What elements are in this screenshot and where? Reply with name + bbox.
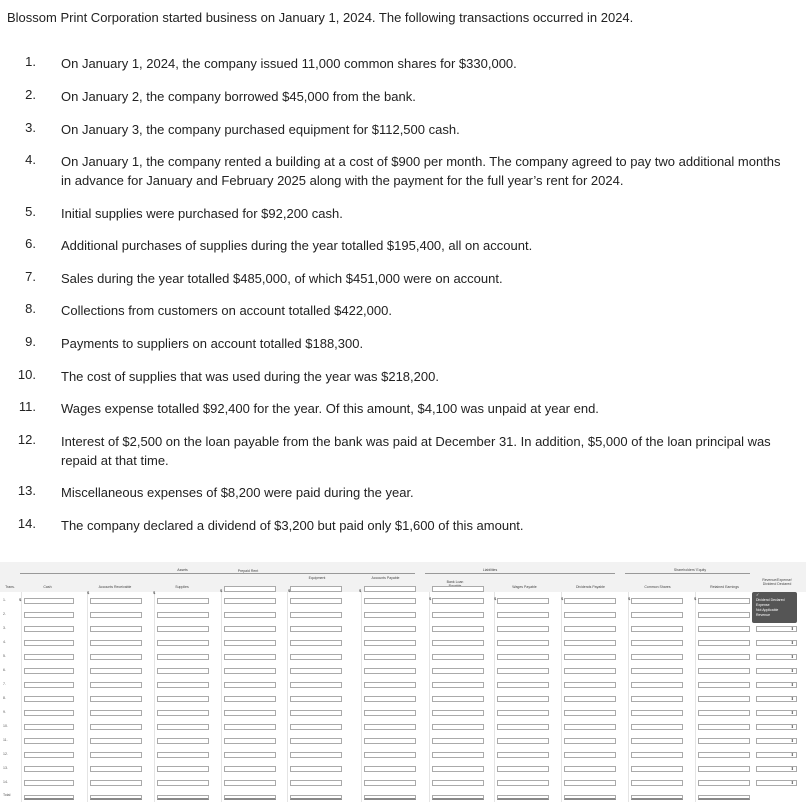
col-revenue-expense: Revenue/Expense/ Dividend Declared	[762, 578, 792, 586]
amount-input[interactable]	[497, 724, 549, 730]
amount-input[interactable]	[497, 612, 549, 618]
amount-input[interactable]	[290, 766, 342, 772]
amount-input[interactable]	[224, 612, 276, 618]
amount-input[interactable]	[90, 640, 142, 646]
row-label: 1.	[3, 598, 6, 602]
amount-input[interactable]	[631, 598, 683, 604]
chevron-down-icon: ⬍	[790, 710, 794, 715]
amount-input[interactable]	[564, 724, 616, 730]
amount-input[interactable]	[432, 640, 484, 646]
type-select[interactable]	[756, 780, 797, 786]
amount-input[interactable]	[564, 640, 616, 646]
amount-input[interactable]	[432, 668, 484, 674]
type-select[interactable]	[756, 738, 797, 744]
currency-symbol: $	[19, 597, 22, 602]
transaction-number: 11.	[18, 399, 36, 414]
amount-input[interactable]	[631, 640, 683, 646]
amount-input[interactable]	[290, 738, 342, 744]
amount-input[interactable]	[157, 696, 209, 702]
amount-input[interactable]	[290, 640, 342, 646]
amount-input[interactable]	[631, 752, 683, 758]
transaction-text: Additional purchases of supplies during the year totalled $195,400, all on account.	[61, 238, 533, 253]
group-liabilities-line	[425, 573, 615, 574]
amount-input[interactable]	[364, 780, 416, 786]
chevron-down-icon: ⬍	[790, 752, 794, 757]
amount-input[interactable]	[364, 682, 416, 688]
dropdown-option[interactable]: Dividend Declared	[756, 598, 785, 602]
amount-input[interactable]	[564, 668, 616, 674]
amount-input[interactable]	[224, 626, 276, 632]
amount-input[interactable]	[698, 598, 750, 604]
total-label: Total	[3, 793, 11, 797]
amount-input[interactable]	[224, 766, 276, 772]
column-separator	[429, 592, 430, 802]
amount-input[interactable]	[698, 724, 750, 730]
amount-input[interactable]	[157, 640, 209, 646]
amount-input[interactable]	[224, 738, 276, 744]
row-label: 14.	[3, 780, 8, 784]
amount-input[interactable]	[497, 780, 549, 786]
currency-symbol: $	[87, 590, 90, 595]
type-dropdown-menu[interactable]	[752, 592, 797, 623]
amount-input[interactable]	[224, 654, 276, 660]
col-bank-loan-payable: Bank Loan	[446, 580, 464, 584]
amount-input[interactable]	[564, 654, 616, 660]
col-dividends-payable: Dividends Payable	[576, 585, 605, 589]
transaction-worksheet	[0, 562, 806, 808]
amount-input[interactable]	[24, 752, 74, 758]
transaction-number: 8.	[25, 301, 36, 316]
amount-input[interactable]	[564, 598, 616, 604]
amount-input[interactable]	[364, 724, 416, 730]
amount-input[interactable]	[432, 710, 484, 716]
amount-input[interactable]	[224, 668, 276, 674]
amount-input[interactable]	[432, 626, 484, 632]
amount-input[interactable]	[24, 598, 74, 604]
amount-input[interactable]	[90, 780, 142, 786]
column-separator	[287, 592, 288, 802]
amount-input[interactable]	[631, 654, 683, 660]
amount-input[interactable]	[497, 682, 549, 688]
amount-input[interactable]	[698, 626, 750, 632]
amount-input[interactable]	[157, 598, 209, 604]
amount-input[interactable]	[157, 668, 209, 674]
row-label: 6.	[3, 668, 6, 672]
amount-input[interactable]	[90, 724, 142, 730]
amount-input[interactable]	[631, 738, 683, 744]
chevron-down-icon: ⬍	[790, 766, 794, 771]
amount-input[interactable]	[290, 612, 342, 618]
amount-input[interactable]	[290, 682, 342, 688]
amount-input[interactable]	[24, 640, 74, 646]
dropdown-option[interactable]: Not Applicable	[756, 608, 779, 612]
amount-input[interactable]	[631, 682, 683, 688]
group-equity: Shareholders' Equity	[673, 568, 707, 572]
dropdown-option[interactable]: Revenue	[756, 613, 771, 617]
amount-input[interactable]	[224, 780, 276, 786]
amount-input[interactable]	[24, 710, 74, 716]
transaction-text: Sales during the year totalled $485,000, of which $451,000 were on account.	[61, 271, 503, 286]
amount-input[interactable]	[497, 752, 549, 758]
chevron-down-icon: ⬍	[790, 724, 794, 729]
group-liabilities: Liabilities	[482, 568, 498, 572]
row-label: 7.	[3, 682, 6, 686]
amount-input[interactable]	[698, 752, 750, 758]
amount-input[interactable]	[90, 682, 142, 688]
amount-input[interactable]	[364, 640, 416, 646]
dropdown-check-icon: ✓	[756, 592, 760, 597]
amount-input[interactable]	[564, 752, 616, 758]
amount-input[interactable]	[224, 640, 276, 646]
transaction-text: Wages expense totalled $92,400 for the year. Of this amount, $4,100 was unpaid at year end.	[61, 401, 599, 416]
type-select[interactable]	[756, 654, 797, 660]
amount-input[interactable]	[224, 724, 276, 730]
amount-input[interactable]	[631, 626, 683, 632]
row-label: 11.	[3, 738, 8, 742]
row-label: 9.	[3, 710, 6, 714]
col-retained-earnings: Retained Earnings	[710, 585, 739, 589]
amount-input[interactable]	[290, 654, 342, 660]
amount-input[interactable]	[564, 612, 616, 618]
amount-input[interactable]	[224, 752, 276, 758]
amount-input[interactable]	[224, 682, 276, 688]
amount-input[interactable]	[564, 766, 616, 772]
column-separator	[221, 592, 222, 802]
transaction-number: 10.	[17, 367, 36, 382]
chevron-down-icon: ⬍	[790, 738, 794, 743]
row-label: 13.	[3, 766, 8, 770]
col-supplies: Supplies	[175, 585, 189, 589]
amount-input[interactable]	[698, 696, 750, 702]
group-assets: Assets	[177, 568, 188, 572]
type-select[interactable]	[756, 626, 797, 632]
transaction-number: 3.	[25, 120, 36, 135]
row-label: 5.	[3, 654, 6, 658]
header-amount-input[interactable]	[224, 586, 276, 592]
amount-input[interactable]	[631, 612, 683, 618]
currency-symbol: $	[628, 596, 631, 601]
amount-input[interactable]	[497, 654, 549, 660]
amount-input[interactable]	[290, 598, 342, 604]
transaction-number: 12.	[17, 432, 36, 447]
row-label: 12.	[3, 752, 8, 756]
amount-input[interactable]	[90, 738, 142, 744]
chevron-down-icon: ⬍	[790, 696, 794, 701]
amount-input[interactable]	[157, 612, 209, 618]
amount-input[interactable]	[224, 710, 276, 716]
amount-input[interactable]	[24, 654, 74, 660]
transaction-text: On January 1, the company rented a building at a cost of $900 per month. The company agreed to pay two additional months in advance for January and February 2025 along with the payment for the full year’s rent for 2024.	[61, 154, 781, 188]
type-select[interactable]	[756, 696, 797, 702]
amount-input[interactable]	[432, 682, 484, 688]
amount-input[interactable]	[157, 766, 209, 772]
amount-input[interactable]	[698, 766, 750, 772]
type-select[interactable]	[756, 766, 797, 772]
amount-input[interactable]	[90, 710, 142, 716]
amount-input[interactable]	[564, 626, 616, 632]
chevron-down-icon: ⬍	[790, 654, 794, 659]
amount-input[interactable]	[24, 668, 74, 674]
column-separator	[87, 592, 88, 802]
column-separator	[154, 592, 155, 802]
amount-input[interactable]	[432, 654, 484, 660]
transaction-number: 1.	[25, 54, 36, 69]
total-input[interactable]	[157, 795, 209, 800]
amount-input[interactable]	[157, 780, 209, 786]
type-select[interactable]	[756, 724, 797, 730]
currency-symbol: $	[561, 596, 564, 601]
column-separator	[494, 592, 495, 802]
amount-input[interactable]	[698, 654, 750, 660]
transaction-text: Miscellaneous expenses of $8,200 were paid during the year.	[61, 485, 414, 500]
row-label: 4.	[3, 640, 6, 644]
amount-input[interactable]	[24, 766, 74, 772]
transaction-text: Interest of $2,500 on the loan payable from the bank was paid at December 31. In addition, $5,000 of the loan principal was repaid at that time.	[61, 434, 771, 468]
amount-input[interactable]	[497, 710, 549, 716]
type-select[interactable]	[756, 640, 797, 646]
currency-symbol: $	[694, 596, 697, 601]
amount-input[interactable]	[90, 766, 142, 772]
header-amount-input[interactable]	[364, 586, 416, 592]
amount-input[interactable]	[432, 780, 484, 786]
col-trans: Trans.	[5, 585, 15, 589]
amount-input[interactable]	[631, 724, 683, 730]
amount-input[interactable]	[497, 668, 549, 674]
amount-input[interactable]	[364, 626, 416, 632]
row-label: 10.	[3, 724, 8, 728]
row-label: 2.	[3, 612, 6, 616]
amount-input[interactable]	[157, 654, 209, 660]
currency-symbol: $	[429, 596, 432, 601]
amount-input[interactable]	[698, 710, 750, 716]
amount-input[interactable]	[290, 752, 342, 758]
amount-input[interactable]	[24, 626, 74, 632]
transaction-number: 14.	[17, 516, 36, 531]
amount-input[interactable]	[364, 766, 416, 772]
column-separator	[361, 592, 362, 802]
amount-input[interactable]	[224, 598, 276, 604]
amount-input[interactable]	[90, 598, 142, 604]
total-input[interactable]	[290, 795, 342, 800]
amount-input[interactable]	[90, 696, 142, 702]
row-label: 8.	[3, 696, 6, 700]
col-accounts-receivable: Accounts Receivable	[98, 585, 132, 589]
row-label: 3.	[3, 626, 6, 630]
amount-input[interactable]	[497, 598, 549, 604]
amount-input[interactable]	[364, 668, 416, 674]
amount-input[interactable]	[564, 738, 616, 744]
col-wages-payable: Wages Payable	[512, 585, 537, 589]
amount-input[interactable]	[24, 780, 74, 786]
total-input[interactable]	[432, 795, 484, 800]
group-assets-line	[20, 573, 415, 574]
total-input[interactable]	[497, 795, 549, 800]
amount-input[interactable]	[157, 752, 209, 758]
transaction-number: 6.	[25, 236, 36, 251]
amount-input[interactable]	[290, 780, 342, 786]
col-cash: Cash	[43, 585, 52, 589]
currency-symbol: $	[494, 596, 497, 601]
amount-input[interactable]	[432, 738, 484, 744]
total-input[interactable]	[90, 795, 142, 800]
amount-input[interactable]	[432, 724, 484, 730]
amount-input[interactable]	[631, 780, 683, 786]
chevron-down-icon: ⬍	[790, 640, 794, 645]
currency-symbol: $	[288, 588, 291, 593]
amount-input[interactable]	[631, 668, 683, 674]
amount-input[interactable]	[24, 724, 74, 730]
total-input[interactable]	[24, 795, 74, 800]
amount-input[interactable]	[157, 682, 209, 688]
type-select[interactable]	[756, 710, 797, 716]
col-equipment: Equipment	[308, 576, 326, 580]
amount-input[interactable]	[157, 710, 209, 716]
amount-input[interactable]	[90, 668, 142, 674]
transaction-text: Initial supplies were purchased for $92,200 cash.	[61, 206, 343, 221]
currency-symbol: $	[359, 588, 362, 593]
header-amount-input[interactable]	[432, 586, 484, 592]
column-separator	[628, 592, 629, 802]
amount-input[interactable]	[290, 696, 342, 702]
intro-text: Blossom Print Corporation started business on January 1, 2024. The following transactions occurred in 2024.	[7, 10, 634, 25]
amount-input[interactable]	[631, 766, 683, 772]
transaction-text: Payments to suppliers on account totalled $188,300.	[61, 336, 364, 351]
amount-input[interactable]	[364, 738, 416, 744]
transaction-number: 4.	[25, 152, 36, 167]
amount-input[interactable]	[364, 752, 416, 758]
amount-input[interactable]	[24, 612, 74, 618]
amount-input[interactable]	[364, 654, 416, 660]
header-amount-input[interactable]	[290, 586, 342, 592]
amount-input[interactable]	[564, 780, 616, 786]
col-common-shares: Common Shares	[644, 585, 671, 589]
amount-input[interactable]	[564, 682, 616, 688]
amount-input[interactable]	[698, 738, 750, 744]
column-separator	[561, 592, 562, 802]
transaction-number: 2.	[25, 87, 36, 102]
chevron-down-icon: ⬍	[790, 780, 794, 785]
chevron-down-icon: ⬍	[790, 682, 794, 687]
amount-input[interactable]	[364, 612, 416, 618]
amount-input[interactable]	[432, 766, 484, 772]
col-accounts-payable: Accounts Payable	[371, 576, 400, 580]
amount-input[interactable]	[24, 738, 74, 744]
amount-input[interactable]	[698, 682, 750, 688]
amount-input[interactable]	[90, 626, 142, 632]
total-input[interactable]	[631, 795, 683, 800]
transaction-number: 13.	[17, 483, 36, 498]
transaction-number: 7.	[25, 269, 36, 284]
transaction-number: 5.	[25, 204, 36, 219]
total-input[interactable]	[564, 795, 616, 800]
amount-input[interactable]	[290, 710, 342, 716]
dropdown-option[interactable]: Expense	[756, 603, 770, 607]
amount-input[interactable]	[698, 640, 750, 646]
amount-input[interactable]	[290, 724, 342, 730]
amount-input[interactable]	[90, 654, 142, 660]
amount-input[interactable]	[90, 752, 142, 758]
currency-symbol: $	[153, 590, 156, 595]
transaction-text: The cost of supplies that was used during the year was $218,200.	[61, 369, 439, 384]
total-input[interactable]	[224, 795, 276, 800]
amount-input[interactable]	[364, 598, 416, 604]
total-input[interactable]	[364, 795, 416, 800]
amount-input[interactable]	[290, 626, 342, 632]
amount-input[interactable]	[432, 752, 484, 758]
transaction-text: On January 2, the company borrowed $45,000 from the bank.	[61, 89, 416, 104]
amount-input[interactable]	[564, 696, 616, 702]
chevron-down-icon: ⬍	[790, 626, 794, 631]
amount-input[interactable]	[432, 612, 484, 618]
type-select[interactable]	[756, 752, 797, 758]
amount-input[interactable]	[24, 696, 74, 702]
transaction-text: On January 3, the company purchased equipment for $112,500 cash.	[61, 122, 460, 137]
amount-input[interactable]	[157, 738, 209, 744]
column-separator	[695, 592, 696, 802]
amount-input[interactable]	[497, 696, 549, 702]
amount-input[interactable]	[432, 598, 484, 604]
amount-input[interactable]	[497, 738, 549, 744]
amount-input[interactable]	[24, 682, 74, 688]
amount-input[interactable]	[157, 626, 209, 632]
amount-input[interactable]	[497, 626, 549, 632]
amount-input[interactable]	[631, 696, 683, 702]
transaction-text: The company declared a dividend of $3,200 but paid only $1,600 of this amount.	[61, 518, 524, 533]
group-equity-line	[625, 573, 750, 574]
col-prepaid-rent: Prepaid Rent	[237, 569, 259, 573]
amount-input[interactable]	[224, 696, 276, 702]
amount-input[interactable]	[157, 724, 209, 730]
amount-input[interactable]	[364, 696, 416, 702]
amount-input[interactable]	[564, 710, 616, 716]
total-input[interactable]	[698, 795, 750, 800]
type-select[interactable]	[756, 668, 797, 674]
amount-input[interactable]	[364, 710, 416, 716]
transaction-number: 9.	[25, 334, 36, 349]
amount-input[interactable]	[631, 710, 683, 716]
amount-input[interactable]	[90, 612, 142, 618]
transaction-text: Collections from customers on account totalled $422,000.	[61, 303, 392, 318]
type-select[interactable]	[756, 682, 797, 688]
chevron-down-icon: ⬍	[790, 668, 794, 673]
amount-input[interactable]	[497, 640, 549, 646]
amount-input[interactable]	[698, 780, 750, 786]
column-separator	[21, 592, 22, 802]
amount-input[interactable]	[497, 766, 549, 772]
amount-input[interactable]	[698, 612, 750, 618]
amount-input[interactable]	[432, 696, 484, 702]
currency-symbol: $	[220, 588, 223, 593]
amount-input[interactable]	[698, 668, 750, 674]
transaction-text: On January 1, 2024, the company issued 11,000 common shares for $330,000.	[61, 56, 517, 71]
amount-input[interactable]	[290, 668, 342, 674]
